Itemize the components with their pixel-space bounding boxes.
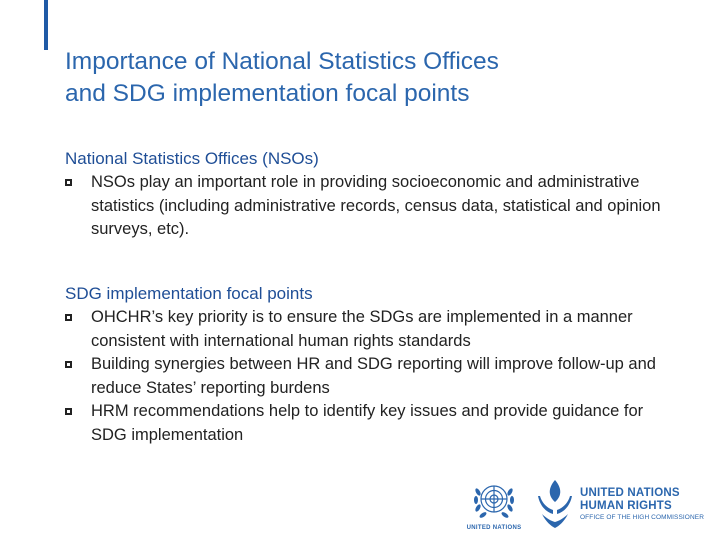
section-heading-sdg: SDG implementation focal points xyxy=(65,284,313,303)
square-bullet-icon xyxy=(65,314,72,321)
accent-bar xyxy=(44,0,48,50)
un-emblem-logo xyxy=(464,478,524,531)
square-bullet-icon xyxy=(65,361,72,368)
bullet-item xyxy=(65,171,675,242)
un-logo-caption: UNITED NATIONS xyxy=(466,524,522,531)
bullet-item xyxy=(65,306,675,353)
square-bullet-icon xyxy=(65,408,72,415)
un-emblem-icon xyxy=(471,478,517,524)
ohchr-line-2: HUMAN RIGHTS xyxy=(580,499,672,512)
bullet-item xyxy=(65,400,675,447)
ohchr-line-3: OFFICE OF THE HIGH COMMISSIONER xyxy=(580,513,704,521)
square-bullet-icon xyxy=(65,179,72,186)
bullet-list-sdg xyxy=(65,306,675,447)
bullet-list-nsos xyxy=(65,171,675,242)
ohchr-emblem-icon xyxy=(534,476,576,532)
bullet-text: HRM recommendations help to identify key issues and provide guidance for SDG implementation xyxy=(91,402,644,444)
slide-title xyxy=(65,46,685,110)
bullet-text: Building synergies between HR and SDG reporting will improve follow-up and reduce States’ reporting burdens xyxy=(91,355,656,397)
footer-logos xyxy=(464,474,704,534)
bullet-text: NSOs play an important role in providing socioeconomic and administrative statistics (including administrative records, census data, statistical and opinion surveys, etc). xyxy=(91,173,661,238)
ohchr-wordmark xyxy=(580,487,704,522)
slide-title-line-2: and SDG implementation focal points xyxy=(65,80,470,107)
ohchr-logo xyxy=(534,476,704,532)
ohchr-line-1: UNITED NATIONS xyxy=(580,486,680,499)
bullet-item xyxy=(65,353,675,400)
section-nsos xyxy=(65,147,675,242)
section-heading-nsos: National Statistics Offices (NSOs) xyxy=(65,149,319,168)
slide-title-line-1: Importance of National Statistics Offices xyxy=(65,48,499,75)
section-sdg-focal-points xyxy=(65,282,675,447)
bullet-text: OHCHR’s key priority is to ensure the SDGs are implemented in a manner consistent with international human rights standards xyxy=(91,308,633,350)
